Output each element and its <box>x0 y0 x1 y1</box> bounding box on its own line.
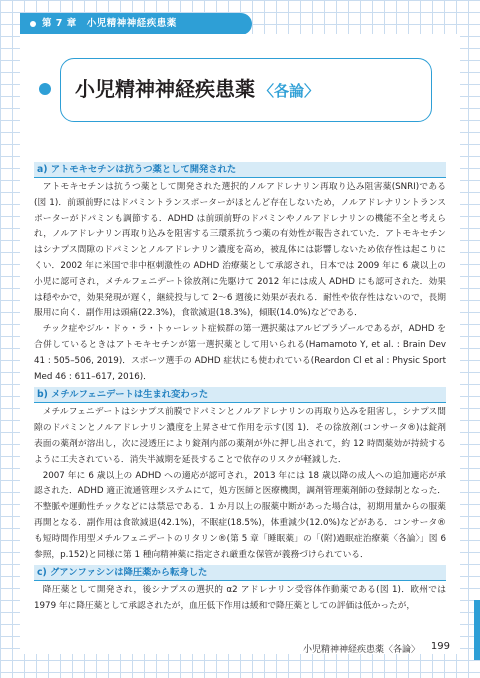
bullet-dot-icon <box>30 21 36 27</box>
page-footer <box>0 638 480 662</box>
section-c <box>34 565 446 615</box>
section-b <box>34 387 446 563</box>
content-body <box>34 160 446 615</box>
title-marker-icon <box>37 81 53 97</box>
side-accent-bar <box>474 600 480 660</box>
title-sub: 〈各論〉 <box>259 82 320 100</box>
paragraph: 2007 年に 6 歳以上の ADHD への適応が認可され，2013 年には 18 歳以降の成人への追加適応が承認された．ADHD 適正流通管理システムにて，処方医師と医療機関，調剤管理薬剤師の登録制となった．不整脈や運動性チックなどには禁忌である．1 か月以上の服薬中断があった場合は，初期用量からの服薬再開となる．副作用は食欲減退(42.1%)，不眠症(18.5%)，体重減少(12.0%)などがある．コンサータ®も短時間作用型メチルフェニデートのリタリン®(第 5 章「睡眠薬」の「(附)過眠症治療薬〈各論〉」図 6 参照，p.152)と同様に第 1 種向精神薬に指定され厳重な保管が義務づけられている． <box>34 470 446 560</box>
page-title <box>75 73 319 102</box>
chapter-tab <box>20 13 252 35</box>
title-box <box>60 58 432 122</box>
paragraph: 降圧薬として開発され，後シナプスの選択的 α2 アドレナリン受容体作動薬である(図 1)．欧州では 1979 年に降圧薬として承認されたが，血圧低下作用は緩和で降圧薬としての評価は低かったが， <box>34 585 446 612</box>
paragraph: アトモキセチンは抗うつ薬として開発された選択的ノルアドレナリン再取り込み阻害薬(SNRI)である(図 1)．前頭前野にはドパミントランスポーターがほとんど存在しないため，ノルアドレナリントランスポーターがドパミンも調節する．ADHD は前頭前野のドパミンやノルアドレナリンの機能不全と考えられ，ノルアドレナリン再取り込みを阻害する三環系抗うつ薬の有効性が報告されていた．アトモキセチンはシナプス間隙のドパミンとノルアドレナリン濃度を高め，被乱体には影響しないため依存性は起こりにくい．2002 年に米国で非中枢刺激性の ADHD 治療薬として承認され，日本では 2009 年に 6 歳以上の小児に認可され，メチルフェニデート徐放剤に先駆けて 2012 年には成人 ADHD にも認可された．効果は穏やかで，効果発現が遅く，継続投与して 2〜6 週後に効果が表れる．耐性や依存性はないので，長期服用に向く．副作用は頭痛(22.3%)，食欲減退(18.3%)，傾眠(14.0%)などである． <box>34 182 446 319</box>
section-heading: b) メチルフェニデートは生まれ変わった <box>34 387 446 403</box>
running-title: 小児精神神経疾患薬〈各論〉 <box>302 645 420 655</box>
page-number: 199 <box>430 641 450 652</box>
chapter-label: 第 7 章 小児精神神経疾患薬 <box>42 18 177 29</box>
title-main: 小児精神神経疾患薬 <box>75 77 255 101</box>
section-heading: c) グアンファシンは降圧薬から転身した <box>34 565 446 581</box>
section-a <box>34 162 446 385</box>
section-heading: a) アトモキセチンは抗うつ薬として開発された <box>34 162 446 178</box>
paragraph: メチルフェニデートはシナプス前膜でドパミンとノルアドレナリンの再取り込みを阻害し，シナプス間隙のドパミンとノルアドレナリン濃度を上昇させて作用を示す(図 1)．その徐放剤(コンサータ®)は錠剤表面の薬剤が溶出し，次に浸透圧により錠剤内部の薬剤が外に押し出されて，約 12 時間薬効が持続するように工夫されている．消失半減期を延長することで依存のリスクが軽減した． <box>34 407 446 465</box>
paragraph: チック症やジル・ドゥ・ラ・トゥーレット症候群の第一選択薬はアルピプラゾールであるが，ADHD を合併しているときはアトモキセチンが第一選択薬として用いられる(Hamamoto Y, et al. : Brain Dev 41 : 505–506, 2019)．スポーツ選手の ADHD 症状にも使われている(Reardon Cl et al : Physic Sport Med 46 : 611–617, 2016)． <box>34 324 446 382</box>
